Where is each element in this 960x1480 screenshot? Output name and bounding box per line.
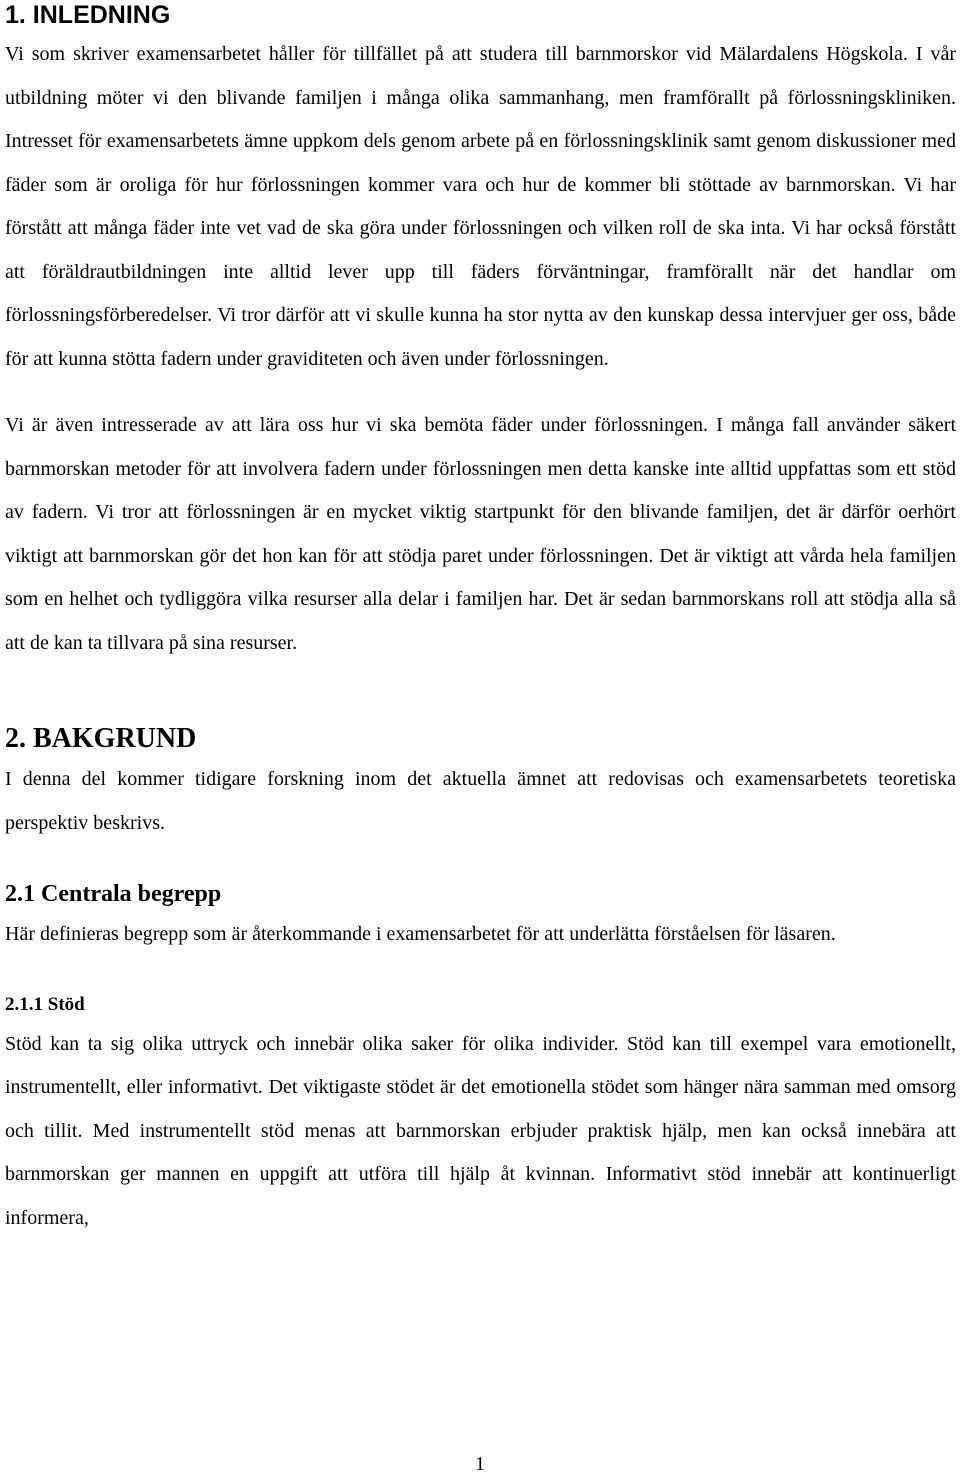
stod-paragraph: Stöd kan ta sig olika uttryck och innebär olika saker för olika individer. Stöd kan till exempel vara emotionellt, instrumentellt, eller informativt. Det viktigaste stödet är det emotionella stödet som hänger nära samman med omsorg och tillit. Med instrumentellt stöd menas att barnmorskan erbjuder praktisk hjälp, men kan också innebära att barnmorskan ger mannen en uppgift att utföra till hjälp åt kvinnan. Informativt stöd innebär att kontinuerligt informera, bbox=[5, 1032, 956, 1229]
heading-stod: 2.1.1 Stöd bbox=[5, 993, 85, 1015]
heading-inledning: 1. INLEDNING bbox=[5, 1, 171, 29]
heading-centrala-begrepp: 2.1 Centrala begrepp bbox=[5, 881, 222, 907]
inledning-paragraph-1: Vi som skriver examensarbetet håller för tillfället på att studera till barnmorskor vid Mälardalens Högskola. I vår utbildning möter vi den blivande familjen i många olika sammanhang, men framförallt på förlossningskliniken. Intresset för examensarbetets ämne uppkom dels genom arbete på en förlossningsklinik samt genom diskussioner med fäder som är oroliga för hur förlossningen kommer vara och hur de kommer bli stöttade av barnmorskan. Vi har förstått att många fäder inte vet vad de ska göra under förlossningen och vilken roll de ska inta. Vi har också förstått att föräldrautbildningen inte alltid lever upp till fäders förväntningar, framförallt när det handlar om förlossningsförberedelser. Vi tror därför att vi skulle kunna ha stor nytta av den kunskap dessa intervjuer ger oss, både för att kunna stötta fadern under graviditeten och även under förlossningen. bbox=[5, 43, 956, 370]
page-number: 1 bbox=[475, 1453, 485, 1475]
centrala-begrepp-paragraph: Här definieras begrepp som är återkommande i examensarbetet för att underlätta förståelsen för läsaren. bbox=[5, 923, 836, 945]
bakgrund-paragraph: I denna del kommer tidigare forskning inom det aktuella ämnet att redovisas och examensarbetets teoretiska perspektiv beskrivs. bbox=[5, 768, 956, 834]
inledning-paragraph-2: Vi är även intresserade av att lära oss hur vi ska bemöta fäder under förlossningen. I många fall använder säkert barnmorskan metoder för att involvera fadern under förlossningen men detta kanske inte alltid uppfattas som ett stöd av fadern. Vi tror att förlossningen är en mycket viktig startpunkt för den blivande familjen, det är därför oerhört viktigt att barnmorskan gör det hon kan för att stödja paret under förlossningen. Det är viktigt att vårda hela familjen som en helhet och tydliggöra vilka resurser alla delar i familjen har. Det är sedan barnmorskans roll att stödja alla så att de kan ta tillvara på sina resurser. bbox=[5, 414, 956, 654]
heading-bakgrund: 2. BAKGRUND bbox=[5, 723, 197, 754]
